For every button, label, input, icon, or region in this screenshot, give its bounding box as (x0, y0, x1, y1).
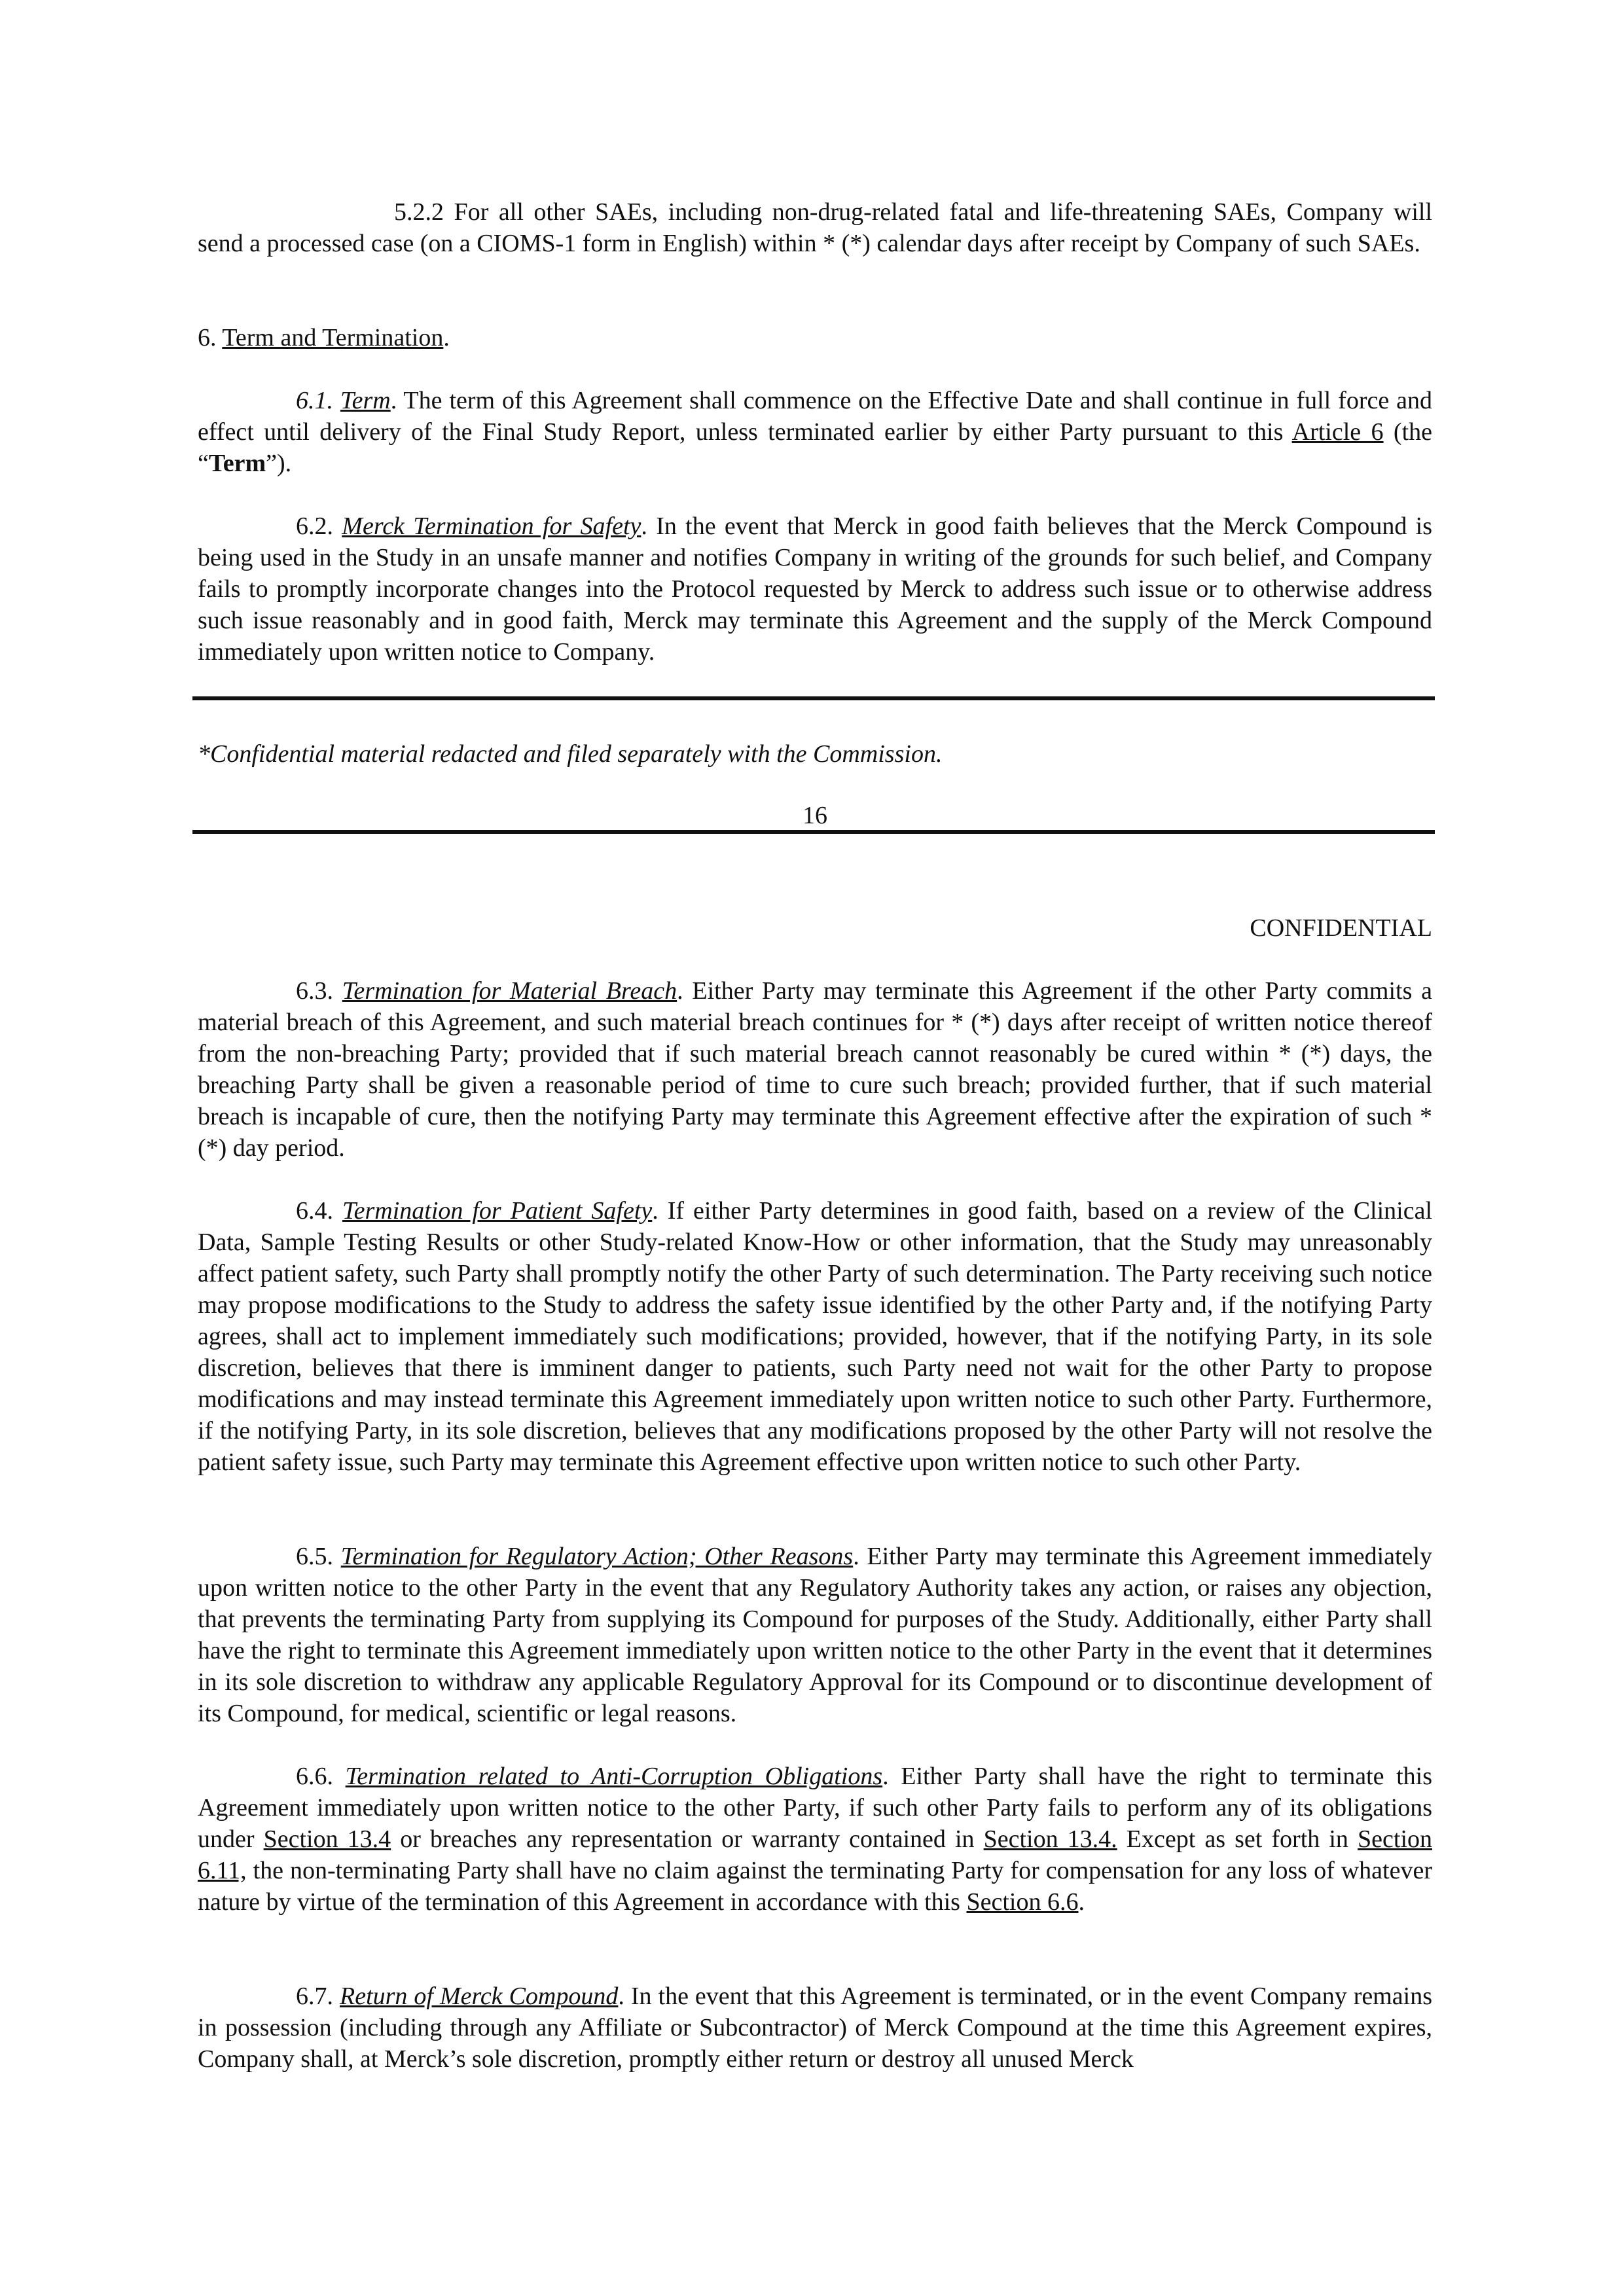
section-6-3-title: Termination for Material Breach (342, 977, 677, 1005)
section-6-1-title: Term (340, 387, 391, 414)
section-6-1-text: . The term of this Agreement shall commence on the Effective Date and shall continue in full force and effect until delivery of the Final Study Report, unless terminated earlier by either Party pursuant to this (198, 387, 1432, 446)
section-6-6-text-c: Except as set forth in (1117, 1825, 1358, 1853)
section-6-6-text-e: . (1078, 1888, 1085, 1916)
section-6-2-title: Merck Termination for Safety (342, 512, 641, 540)
section-6-7-text: . In the event that this Agreement is terminated, or in the event Company remains in possession (including through any Affiliate or Subcontractor) of Merck Compound at the time this Agreement expires, Company shall, at Merck’s sole discretion, promptly either return or destroy all unused Merck (198, 1982, 1433, 2073)
section-6-6-number: 6.6. (296, 1763, 333, 1790)
section-6-7-number: 6.7. (296, 1982, 333, 2010)
section-6-6-title: Termination related to Anti-Corruption Obligations (345, 1763, 883, 1790)
section-6-number: 6. (198, 324, 217, 351)
section-6-4-number: 6.4. (296, 1197, 333, 1225)
section-6-5 (198, 1541, 1432, 1729)
section-6-4-text: . If either Party determines in good faith, based on a review of the Clinical Data, Sample Testing Results or other Study-related Know-How or other information, that the Study may unreasonably affect patient safety, such Party shall promptly notify the other Party of such determination. The Party receiving such notice may propose modifications to the Study to address the safety issue identified by the other Party and, if the notifying Party agrees, shall act to implement immediately such modifications; provided, however, that if the notifying Party, in its sole discretion, believes that there is imminent danger to patients, such Party need not wait for the other Party to propose modifications and may instead terminate this Agreement immediately upon written notice to such other Party. Furthermore, if the notifying Party, in its sole discretion, believes that any modifications proposed by the other Party will not resolve the patient safety issue, such Party may terminate this Agreement effective upon written notice to such other Party. (198, 1197, 1433, 1476)
confidential-header-text: CONFIDENTIAL (1250, 914, 1432, 942)
page-number-text: 16 (803, 802, 827, 829)
section-6-2-text: . In the event that Merck in good faith believes that the Merck Compound is being used in the Study in an unsafe manner and notifies Company in writing of the grounds for such belief, and Company fails to promptly incorporate changes into the Protocol requested by Merck to address such issue or to otherwise address such issue reasonably and in good faith, Merck may terminate this Agreement and the supply of the Merck Compound immediately upon written notice to Company. (198, 512, 1432, 666)
section-6-3-text: . Either Party may terminate this Agreement if the other Party commits a material breach of this Agreement, and such material breach continues for * (*) days after receipt of written notice thereof from the non-breaching Party; provided that if such material breach cannot reasonably be cured within * (*) days, the breaching Party shall be given a reasonable period of time to cure such breach; provided further, that if such material breach is incapable of cure, then the notifying Party may terminate this Agreement effective after the expiration of such * (*) day period. (198, 977, 1432, 1162)
section-6-3-number: 6.3. (296, 977, 333, 1005)
section-6-6-text-d: the non-terminating Party shall have no claim against the terminating Party for compensation for any loss of whatever nature by virtue of the termination of this Agreement in accordance with this (198, 1857, 1432, 1916)
section-6-7-title: Return of Merck Compound (340, 1982, 619, 2010)
confidential-footnote (198, 738, 1432, 770)
section-5-2-2-text: 5.2.2 For all other SAEs, including non-drug-related fatal and life-threatening SAEs, Company will send a processed case (on a CIOMS-1 form in English) within * (*) calendar days after receipt by Company of such SAEs. (198, 198, 1432, 257)
footer-rule-top (192, 696, 1435, 700)
section-6-4-title: Termination for Patient Safety (342, 1197, 653, 1225)
section-6-6 (198, 1761, 1432, 1918)
section-6-7 (198, 1981, 1432, 2075)
section-6-1-number: 6.1. (296, 387, 333, 414)
section-6-5-title: Termination for Regulatory Action; Other Reasons (340, 1543, 854, 1570)
confidential-header (198, 912, 1432, 944)
section-6-1-text-b: (the “ (198, 418, 1433, 477)
section-6-2 (198, 511, 1432, 668)
section-6-3 (198, 975, 1432, 1164)
section-6-6-text-a: . Either Party shall have the right to terminate this Agreement immediately upon written notice to the other Party, if such other Party fails to perform any of its obligations under (198, 1763, 1433, 1853)
section-6-5-text: . Either Party may terminate this Agreement immediately upon written notice to the other Party in the event that any Regulatory Authority takes any action, or raises any objection, that prevents the terminating Party from supplying its Compound for purposes of the Study. Additionally, either Party shall have the right to terminate this Agreement immediately upon written notice to the other Party in the event that it determines in its sole discretion to withdraw any applicable Regulatory Approval for its Compound or to discontinue development of its Compound, for medical, scientific or legal reasons. (198, 1543, 1433, 1727)
article-6-link[interactable]: Article 6 (1291, 418, 1384, 446)
section-13-4-link[interactable]: Section 13.4 (263, 1825, 391, 1853)
term-definition: Term (208, 450, 266, 477)
section-6-4 (198, 1195, 1432, 1478)
section-6-11-link[interactable]: Section 6.11, (198, 1825, 1432, 1884)
section-6-2-number: 6.2. (296, 512, 333, 540)
section-6-heading (198, 322, 1432, 353)
section-6-6-link[interactable]: Section 6.6 (966, 1888, 1079, 1916)
section-6-1-text-c: ”). (266, 450, 292, 477)
section-6-5-number: 6.5. (296, 1543, 333, 1570)
section-5-2-2 (198, 196, 1432, 259)
section-6-title: Term and Termination (222, 324, 444, 351)
section-13-4-link-2[interactable]: Section 13.4. (983, 1825, 1117, 1853)
confidential-footnote-text: *Confidential material redacted and filed separately with the Commission. (198, 740, 943, 768)
section-6-6-text-b: or breaches any representation or warranty contained in (391, 1825, 984, 1853)
section-6-period: . (443, 324, 450, 351)
page-number (198, 800, 1432, 831)
section-6-1 (198, 385, 1432, 479)
page-break-rule (192, 830, 1435, 834)
